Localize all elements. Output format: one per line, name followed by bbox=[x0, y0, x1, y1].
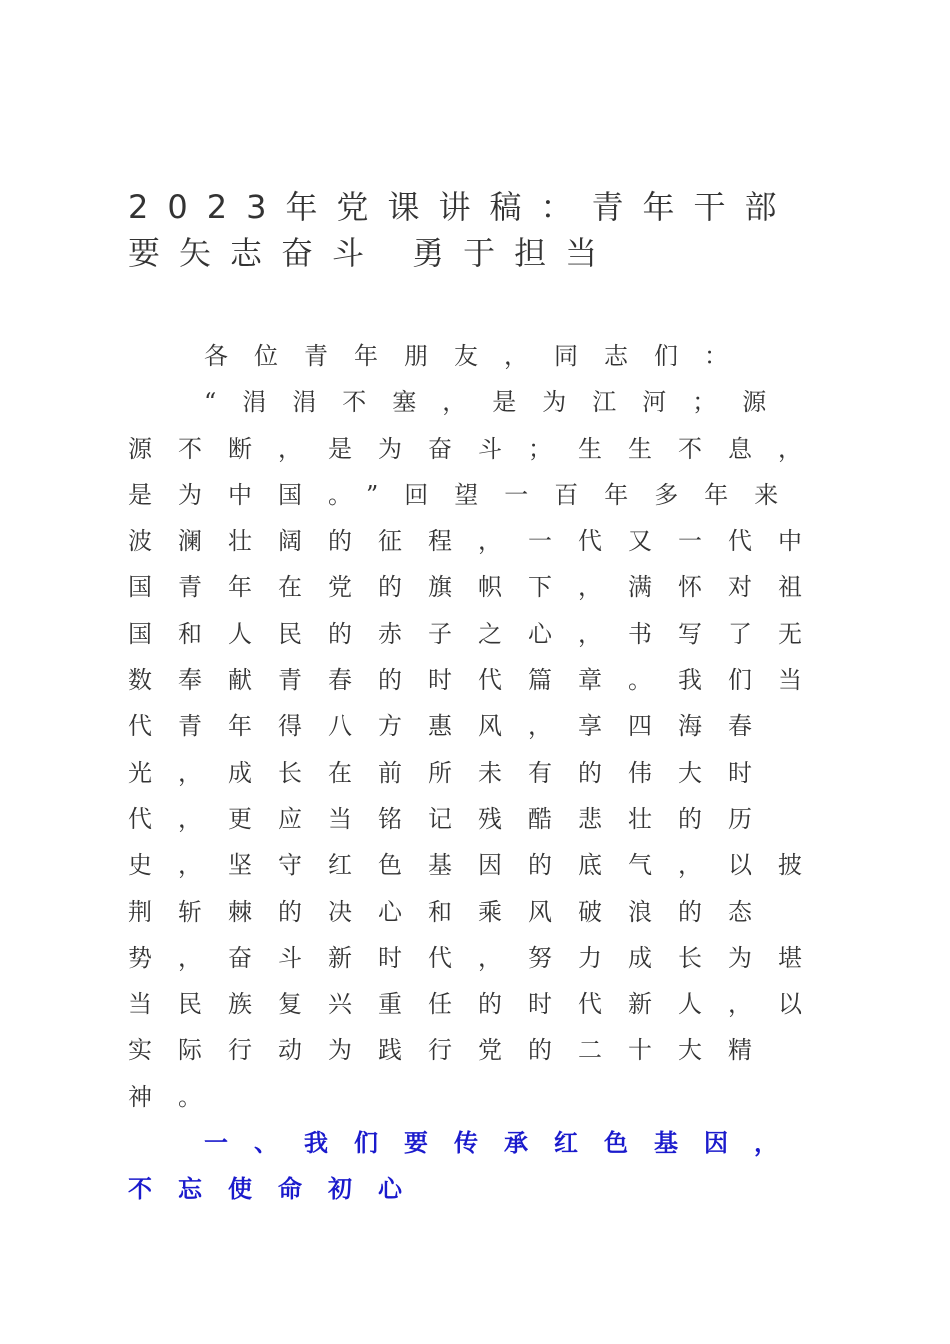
body-paragraph: “涓涓不塞，是为江河；源源不断，是为奋斗；生生不息，是为中国。”回望一百年多年来波澜壮阔的征程，一代又一代中国青年在党的旗帜下，满怀对祖国和人民的赤子之心，书写了无数奉献青春的时代篇章。我们当代青年得八方惠风，享四海春光，成长在前所未有的伟大时代，更应当铭记残酷悲壮的历史，坚守红色基因的底气，以披荆斩棘的决心和乘风破浪的态势，奋斗新时代，努力成长为堪当民族复兴重任的时代新人，以实际行动为践行党的二十大精神。 bbox=[128, 388, 828, 1111]
document-body bbox=[128, 333, 828, 1213]
document-title: 2023年党课讲稿：青年干部要矢志奋斗 勇于担当 bbox=[128, 188, 796, 272]
section-heading: 一、我们要传承红色基因，不忘使命初心 bbox=[128, 1128, 804, 1204]
greeting: 各位青年朋友，同志们： bbox=[204, 342, 754, 370]
